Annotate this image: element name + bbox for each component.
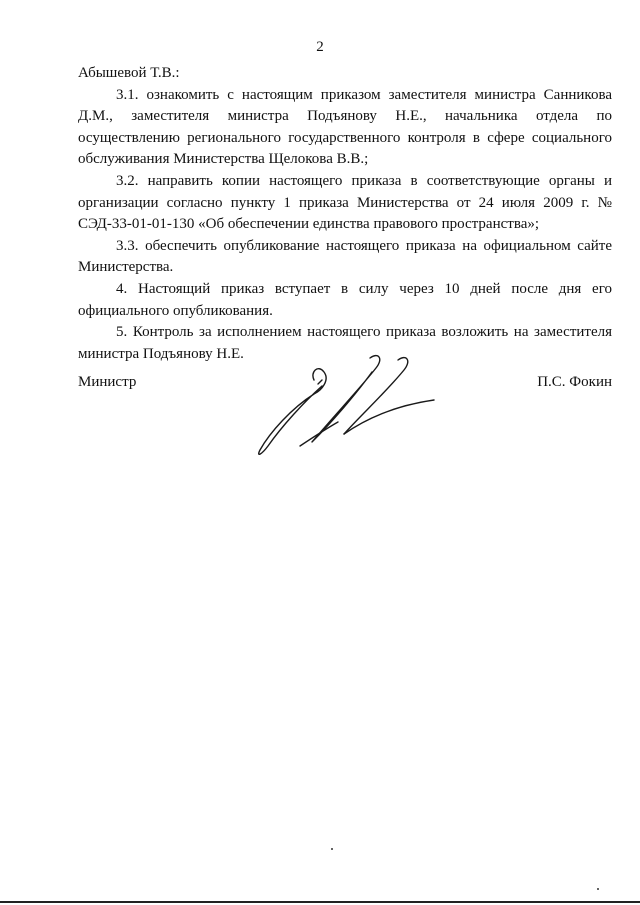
document-body xyxy=(78,63,612,365)
signer-position: Министр xyxy=(78,374,137,390)
signer-name: П.С. Фокин xyxy=(537,374,612,390)
scan-speck xyxy=(597,888,599,890)
scan-speck xyxy=(331,848,333,850)
scan-edge-line xyxy=(0,901,640,903)
paragraph: 4. Настоящий приказ вступает в силу через 10 дней после дня его официального опубликования. xyxy=(78,280,612,319)
paragraph: Абышевой Т.В.: xyxy=(78,65,180,81)
paragraph: 3.1. ознакомить с настоящим приказом заместителя министра Санникова Д.М., заместителя министра Подъянову Н.Е., начальника отдела по осуществлению регионального государственного контроля в сфере социального обслуживания Министерства Щелокова В.В.; xyxy=(78,86,612,168)
paragraph: 3.3. обеспечить опубликование настоящего приказа на официальном сайте Министерства. xyxy=(78,237,612,276)
page-number: 2 xyxy=(316,39,324,55)
paragraph: 5. Контроль за исполнением настоящего приказа возложить на заместителя министра Подъянову Н.Е. xyxy=(78,324,612,362)
handwritten-signature xyxy=(252,350,437,460)
paragraph: 3.2. направить копии настоящего приказа в соответствующие органы и организации согласно пункту 1 приказа Министерства от 24 июля 2009 г. № СЭД-33-01-01-130 «Об обеспечении единства правового пространства»; xyxy=(78,172,612,233)
